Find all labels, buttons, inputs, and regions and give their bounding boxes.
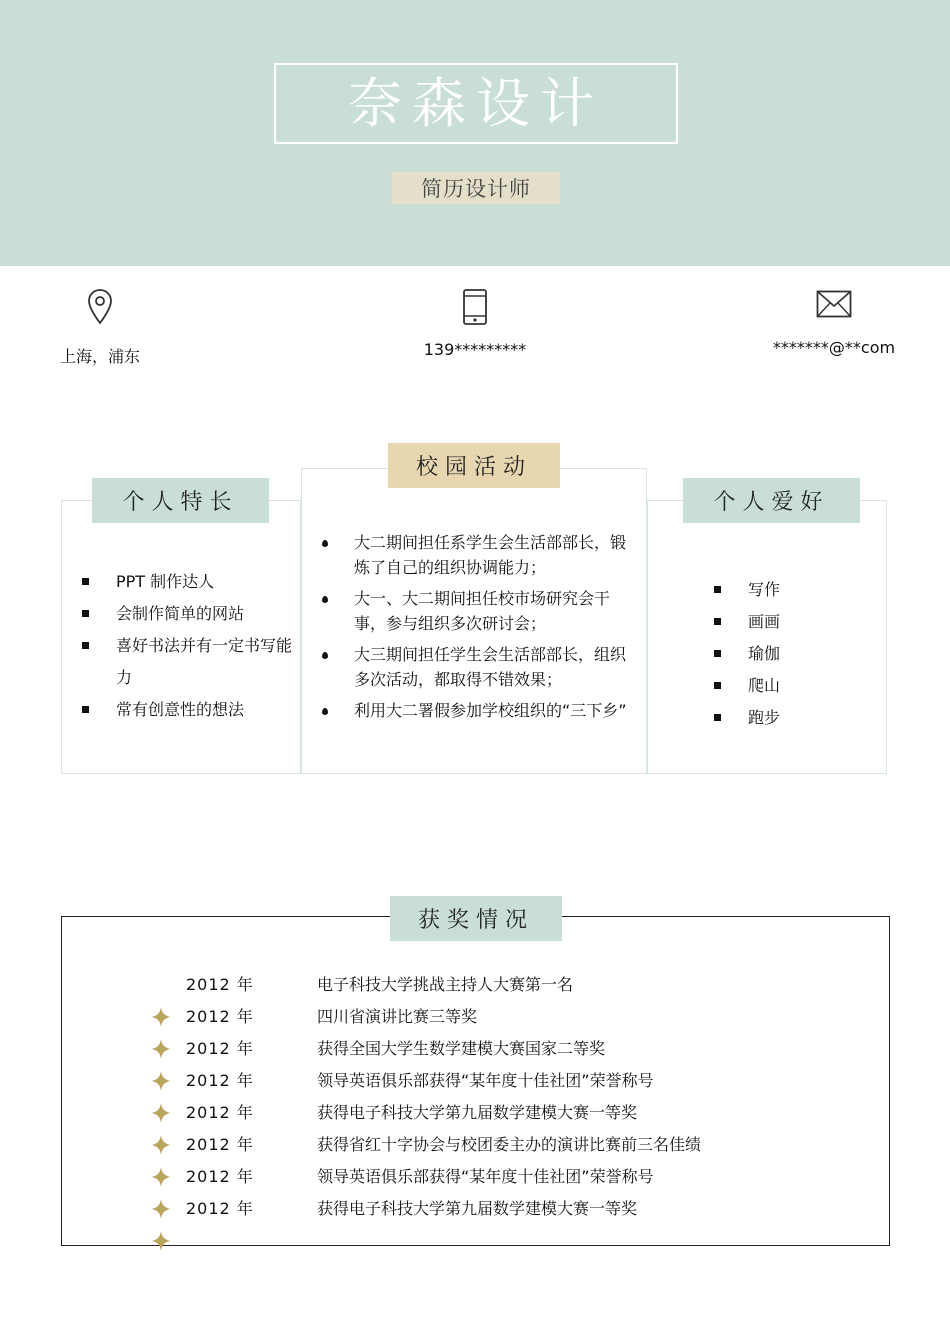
list-item: 瑜伽 — [714, 638, 864, 670]
award-text: 获得电子科技大学第九届数学建模大赛一等奖 — [317, 1102, 638, 1122]
phone-icon — [395, 288, 555, 326]
email-text: *******@**com — [772, 338, 896, 357]
award-text: 获得省红十字协会与校团委主办的演讲比赛前三名佳绩 — [317, 1134, 702, 1154]
skills-list — [82, 566, 292, 726]
award-row — [186, 967, 573, 999]
award-row — [186, 999, 477, 1031]
award-text: 获得电子科技大学第九届数学建模大赛一等奖 — [317, 1198, 638, 1218]
campus-heading: 校园活动 — [388, 443, 560, 488]
name-title: 奈森设计 — [348, 71, 604, 135]
award-row — [186, 1127, 701, 1159]
list-item: PPT 制作达人 — [82, 566, 292, 598]
list-item: 大二期间担任系学生会生活部部长，锻炼了自己的组织协调能力； — [320, 530, 630, 580]
list-item: 画画 — [714, 606, 864, 638]
awards-heading: 获奖情况 — [390, 896, 562, 941]
list-item: 写作 — [714, 574, 864, 606]
hobbies-list — [714, 574, 864, 734]
hobbies-heading: 个人爱好 — [683, 478, 860, 523]
award-year: 2012 年 — [186, 1006, 254, 1026]
award-row — [186, 1159, 654, 1191]
list-item: 常有创意性的想法 — [82, 694, 292, 726]
award-text: 获得全国大学生数学建模大赛国家二等奖 — [317, 1038, 606, 1058]
star-icon — [151, 1135, 171, 1155]
phone-text: 139********* — [423, 340, 527, 359]
award-text: 领导英语俱乐部获得“某年度十佳社团”荣誉称号 — [317, 1070, 654, 1090]
award-year: 2012 年 — [186, 1102, 254, 1122]
list-item: 大一、大二期间担任校市场研究会干事，参与组织多次研讨会； — [320, 586, 630, 636]
list-item: 跑步 — [714, 702, 864, 734]
award-year: 2012 年 — [186, 1070, 254, 1090]
award-row — [186, 1095, 637, 1127]
star-icon — [151, 1199, 171, 1219]
list-item: 大三期间担任学生会生活部部长，组织多次活动，都取得不错效果； — [320, 642, 630, 692]
award-year: 2012 年 — [186, 974, 254, 994]
award-year: 2012 年 — [186, 1038, 254, 1058]
award-row — [186, 1191, 637, 1223]
campus-list — [320, 530, 630, 729]
envelope-icon — [760, 290, 908, 318]
star-icon — [151, 1039, 171, 1059]
job-title: 简历设计师 — [421, 177, 531, 201]
award-text: 电子科技大学挑战主持人大赛第一名 — [317, 974, 574, 994]
list-item: 利用大二署假参加学校组织的“三下乡” — [320, 698, 630, 723]
name-frame — [274, 63, 678, 144]
list-item: 喜好书法并有一定书写能力 — [82, 630, 292, 694]
location-text: 上海，浦东 — [59, 347, 140, 366]
location-pin-icon — [40, 288, 160, 326]
star-icon — [151, 1231, 171, 1251]
star-icon — [151, 1007, 171, 1027]
award-text: 四川省演讲比赛三等奖 — [317, 1006, 478, 1026]
star-icon — [151, 1167, 171, 1187]
award-row — [186, 1063, 654, 1095]
skills-heading: 个人特长 — [92, 478, 269, 523]
header-banner — [0, 0, 950, 266]
contact-location — [40, 288, 160, 367]
star-icon — [151, 1103, 171, 1123]
contact-email — [760, 290, 908, 357]
star-icon — [151, 1071, 171, 1091]
job-title-tag — [392, 172, 560, 204]
award-text: 领导英语俱乐部获得“某年度十佳社团”荣誉称号 — [317, 1166, 654, 1186]
list-item: 会制作简单的网站 — [82, 598, 292, 630]
list-item: 爬山 — [714, 670, 864, 702]
award-year: 2012 年 — [186, 1134, 254, 1154]
award-year: 2012 年 — [186, 1166, 254, 1186]
contact-phone — [395, 288, 555, 359]
award-year: 2012 年 — [186, 1198, 254, 1218]
award-row — [186, 1031, 605, 1063]
